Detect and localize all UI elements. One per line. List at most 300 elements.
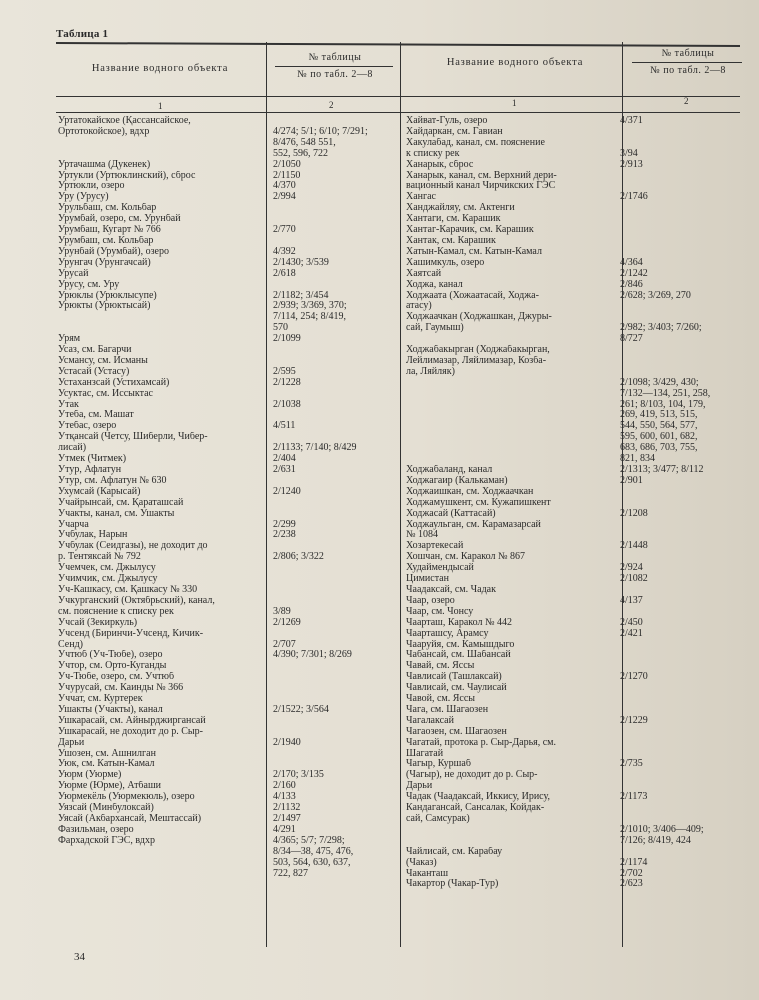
table-reference: 2/1099: [273, 333, 301, 345]
col-number-3: 1: [512, 98, 517, 108]
index-entry-line: [58, 247, 398, 258]
index-entry-line: [406, 759, 746, 770]
water-body-name: Хайват-Гуль, озеро: [406, 116, 488, 126]
water-body-name: Урюклы (Урюклысупе): [58, 290, 157, 301]
water-body-name: Утмек (Читмек): [58, 454, 127, 465]
water-body-name: Ухумсай (Карысай): [58, 486, 141, 497]
index-entry-line: [406, 869, 746, 880]
water-body-name: Чавлисай (Ташлаксай): [406, 672, 502, 683]
table-reference: 2/939; 3/369, 370;: [273, 300, 347, 312]
colnum-bottom-rule: [56, 112, 740, 113]
right-header-table-no: № таблицы: [661, 48, 715, 59]
table-reference: 2/1269: [273, 616, 301, 628]
table-reference: 2/846: [620, 278, 643, 290]
index-entry-line: [58, 367, 398, 378]
water-body-name: Сенд): [58, 639, 83, 650]
index-entry-line: [58, 258, 398, 269]
right-header-subrule: [632, 62, 742, 63]
index-entry-line: [406, 781, 746, 792]
water-body-name: Чайлисай, см. Карабау: [406, 846, 503, 857]
table-reference: 2/450: [620, 616, 643, 628]
index-entry-line: [58, 138, 398, 149]
index-entry-line: [406, 443, 746, 454]
table-reference: 4/291: [273, 823, 296, 835]
water-body-name: Урумбаш, Кугарт № 766: [58, 225, 161, 236]
divider-center: [400, 42, 401, 947]
index-entry-line: [406, 291, 746, 302]
index-entry-line: [406, 803, 746, 814]
index-entry-line: [406, 116, 746, 127]
water-body-name: Уясай (Акбархансай, Мештассай): [58, 814, 202, 824]
right-header-tab-no: № по табл. 2—8: [650, 65, 726, 76]
table-reference: 2/1098; 3/429, 430;: [620, 376, 699, 388]
water-body-name: Ходжа, канал: [406, 279, 463, 290]
table-reference: 3/94: [620, 147, 638, 159]
water-body-name: Усаз, см. Багарчи: [58, 345, 132, 356]
water-body-name: Чага, см. Шагаозен: [406, 704, 489, 715]
water-body-name: Уязсай (Минбулоксай): [58, 803, 154, 814]
water-body-name: Урюкты (Урюктысай): [58, 301, 151, 312]
table-reference: 2/1229: [620, 714, 648, 726]
index-entry-line: [406, 334, 746, 345]
index-entry-line: [406, 672, 746, 683]
water-body-name: Хаятсай: [406, 268, 442, 279]
index-entry-line: [406, 171, 746, 182]
index-entry-line: [58, 672, 398, 683]
water-body-name: Уртатокайское (Қассансайское,: [58, 116, 191, 126]
water-body-name: Хатын-Камал, см. Катын-Камал: [406, 246, 542, 257]
index-entry-line: [58, 160, 398, 171]
index-entry-line: [58, 530, 398, 541]
water-body-name: Цимистан: [406, 574, 449, 585]
index-entry-line: [58, 770, 398, 781]
water-body-name: Хакулабад, канал, см. пояснение: [406, 137, 545, 148]
index-entry-line: [406, 149, 746, 160]
index-entry-line: [58, 814, 398, 825]
table-reference: 2/160: [273, 780, 296, 792]
table-reference: 4/364: [620, 256, 643, 268]
table-reference: 503, 564, 630, 637,: [273, 856, 351, 868]
water-body-name: Хозартекесай: [406, 541, 464, 552]
water-body-name: Устасай (Устасу): [58, 366, 130, 377]
water-body-name: Уюрмекёль (Уюрмекюль), озеро: [58, 792, 195, 803]
water-body-name: Учбулак, Нарын: [58, 530, 128, 541]
table-reference: 4/133: [273, 791, 296, 803]
index-entry-line: [406, 203, 746, 214]
index-entry-line: [58, 181, 398, 192]
table-reference: 2/618: [273, 267, 296, 279]
table-reference: 261; 8/103, 104, 179,: [620, 398, 706, 410]
table-reference: 2/707: [273, 638, 296, 650]
water-body-name: Уюрме (Юрме), Атбаши: [58, 781, 162, 792]
water-body-name: Чадак (Чаадаксай, Иккису, Ирису,: [406, 792, 550, 803]
water-body-name: № 1084: [406, 530, 439, 541]
table-reference: 2/735: [620, 758, 643, 770]
water-body-name: Ходжаишкан, см. Ходжаачкан: [406, 486, 534, 497]
table-reference: 2/702: [620, 867, 643, 879]
table-reference: 544, 550, 564, 577,: [620, 420, 698, 432]
table-reference: 2/1940: [273, 736, 301, 748]
table-reference: 2/1010; 3/406—409;: [620, 823, 704, 835]
index-entry-line: [58, 792, 398, 803]
left-header-subrule: [275, 66, 393, 67]
water-body-name: Хантаг-Карачик, см. Карашик: [406, 225, 534, 236]
table-reference: 2/299: [273, 518, 296, 530]
water-body-name: Кандагансай, Сансалак, Койдак-: [406, 803, 545, 814]
water-body-name: Уч-Кашкасу, см. Қашкасу № 330: [58, 584, 198, 595]
index-entry-line: [58, 520, 398, 531]
table-reference: 2/901: [620, 474, 643, 486]
index-entry-line: [406, 727, 746, 738]
water-body-name: Учайрынсай, см. Қараташсай: [58, 497, 184, 508]
index-entry-line: [406, 792, 746, 803]
index-entry-line: [406, 552, 746, 563]
table-reference: 2/1228: [273, 376, 301, 388]
table-reference: 2/1522; 3/564: [273, 703, 329, 715]
index-entry-line: [58, 803, 398, 814]
table-reference: 4/365; 5/7; 7/298;: [273, 834, 345, 846]
index-entry-line: [58, 738, 398, 749]
water-body-name: Ходжасай (Каттасай): [406, 508, 496, 519]
water-body-name: Уюрм (Уюрме): [58, 770, 122, 781]
index-entry-line: [406, 661, 746, 672]
water-body-name: Уч-Тюбе, озеро, см. Учтюб: [58, 672, 175, 683]
water-body-name: (Чаказ): [406, 857, 437, 868]
col-number-4: 2: [684, 96, 689, 106]
water-body-name: Ходжабакырган (Ходжабакырган,: [406, 345, 550, 356]
index-entry-line: [406, 192, 746, 203]
index-entry-line: [406, 181, 746, 192]
index-entry-line: [406, 127, 746, 138]
water-body-name: Учтор, см. Орто-Куганды: [58, 661, 167, 672]
index-entry-line: [58, 607, 398, 618]
index-entry-line: [58, 312, 398, 323]
index-entry-line: [406, 749, 746, 760]
index-entry-line: [58, 716, 398, 727]
index-entry-line: [406, 596, 746, 607]
water-body-name: Фазильман, озеро: [58, 824, 134, 835]
table-reference: 2/1208: [620, 507, 648, 519]
index-entry-line: [58, 171, 398, 182]
table-label: Таблица 1: [56, 28, 109, 40]
table-reference: 2/913: [620, 158, 643, 170]
water-body-name: Урумбаш, см. Кольбар: [58, 235, 154, 246]
water-body-name: Урусу, см. Уру: [58, 279, 120, 290]
water-body-name: Учакты, канал, см. Ушакты: [58, 508, 175, 519]
water-body-name: Утеба, см. Машат: [58, 410, 134, 421]
water-body-name: Учсай (Зекиркуль): [58, 617, 138, 628]
index-entry-line: [406, 738, 746, 749]
index-entry-line: [58, 552, 398, 563]
table-reference: 8/476, 548 551,: [273, 136, 336, 148]
water-body-name: Чаар, озеро: [406, 595, 455, 606]
water-body-name: Учемчек, см. Джылусу: [58, 563, 156, 574]
index-entry-line: [406, 683, 746, 694]
water-body-name: Чагалаксай: [406, 715, 454, 726]
table-reference: 4/511: [273, 420, 296, 432]
index-entry-line: [406, 476, 746, 487]
table-reference: 2/1182; 3/454: [273, 289, 329, 301]
index-entry-line: [406, 269, 746, 280]
water-body-name: Хангас: [406, 192, 436, 203]
water-body-name: р. Тентяксай № 792: [58, 552, 141, 563]
water-body-name: Чаарташ, Каракол № 442: [406, 617, 513, 628]
left-header-name: Название водного объекта: [91, 63, 229, 74]
water-body-name: Фархадской ГЭС, вдхр: [58, 835, 155, 846]
index-entry-line: [406, 520, 746, 531]
water-body-name: атасу): [406, 301, 432, 312]
water-body-name: Ходжагаир (Калькаман): [406, 475, 508, 486]
col-number-2: 2: [329, 100, 334, 110]
water-body-name: Чагаозен, см. Шагаозен: [406, 726, 507, 737]
table-reference: 4/390; 7/301; 8/269: [273, 649, 352, 661]
table-reference: 2/1132: [273, 802, 301, 814]
water-body-name: см. пояснение к списку рек: [58, 606, 174, 617]
index-entry-line: [58, 280, 398, 291]
index-entry-line: [406, 650, 746, 661]
index-entry-line: [406, 323, 746, 334]
index-entry-line: [406, 498, 746, 509]
table-reference: 4/392: [273, 245, 296, 257]
water-body-name: Ханарык, канал, см. Верхний дери-: [406, 170, 557, 181]
index-entry-line: [58, 203, 398, 214]
water-body-name: Чабансай, см. Шабансай: [406, 650, 511, 661]
water-body-name: Ушозен, см. Ашнилган: [58, 748, 156, 759]
water-body-name: Чавай, см. Яссы: [406, 661, 475, 672]
table-reference: 4/137: [620, 594, 643, 606]
water-body-name: Ходжаульган, см. Карамазарсай: [406, 519, 541, 530]
water-body-name: лисай): [58, 443, 87, 454]
index-entry-line: [406, 345, 746, 356]
index-entry-line: [406, 530, 746, 541]
index-entry-line: [406, 716, 746, 727]
water-body-name: Утур, см. Афлатун № 630: [58, 475, 167, 486]
water-body-name: к списку рек: [406, 148, 460, 159]
water-body-name: Уртукли (Уртюклинский), сброс: [58, 170, 196, 181]
index-entry-line: [58, 759, 398, 770]
water-body-name: Хантак, см. Карашик: [406, 235, 496, 246]
index-entry-line: [406, 214, 746, 225]
water-body-name: Утур, Афлатун: [58, 465, 122, 475]
index-entry-line: [58, 596, 398, 607]
table-reference: 2/1133; 7/140; 8/429: [273, 442, 357, 454]
index-entry-line: [58, 454, 398, 465]
index-entry-line: [406, 389, 746, 400]
table-reference: 722, 827: [273, 867, 308, 879]
water-body-name: Чаадаксай, см. Чадак: [406, 584, 496, 595]
water-body-name: (Чагыр), не доходит до р. Сыр-: [406, 770, 538, 781]
water-body-name: Утак: [58, 399, 79, 410]
water-body-name: Устаханзсай (Устихамсай): [58, 377, 170, 388]
water-body-name: Учсенд (Биринчи-Учсенд, Кичик-: [58, 628, 204, 639]
water-body-name: Урунбай (Урумбай), озеро: [58, 246, 169, 257]
water-body-name: Ушкарасай, не доходит до р. Сыр-: [58, 726, 203, 737]
table-reference: 2/924: [620, 562, 643, 574]
water-body-name: Уртачашма (Дукенек): [58, 159, 151, 170]
index-entry-line: [406, 225, 746, 236]
index-entry-line: [58, 389, 398, 400]
index-entry-line: [58, 236, 398, 247]
water-body-name: Хантаги, см. Карашик: [406, 214, 501, 225]
water-body-name: Чаканташ: [406, 868, 449, 879]
water-body-name: Хайдаркан, см. Гавиан: [406, 126, 503, 137]
water-body-name: Урумбай, озеро, см. Урунбай: [58, 214, 181, 225]
index-entry-line: [58, 618, 398, 629]
index-entry-line: [406, 585, 746, 596]
table-reference: 570: [273, 322, 288, 334]
table-reference: 552, 596, 722: [273, 147, 328, 159]
water-body-name: Лейлимазар, Ляйлимазар, Козба-: [406, 355, 547, 366]
water-body-name: Учимчик, см. Джылусу: [58, 574, 158, 585]
index-entry-line: [58, 356, 398, 367]
water-body-name: Ортотокойское), вдхр: [58, 126, 150, 137]
index-entry-line: [58, 749, 398, 760]
header-bottom-rule: [56, 96, 740, 97]
table-reference: 2/1038: [273, 398, 301, 410]
index-entry-line: [58, 563, 398, 574]
index-entry-line: [406, 879, 746, 890]
water-body-name: Уртюкли, озеро: [58, 181, 125, 192]
water-body-name: Урунгач (Урунгачсай): [58, 257, 151, 268]
index-entry-line: [58, 291, 398, 302]
index-entry-line: [406, 629, 746, 640]
index-entry-line: [406, 825, 746, 836]
index-entry-line: [58, 192, 398, 203]
index-entry-line: [58, 127, 398, 138]
water-body-name: сай, Самсурак): [406, 814, 470, 824]
table-reference: 595, 600, 601, 682,: [620, 431, 698, 443]
index-entry-line: [58, 727, 398, 738]
index-entry-line: [58, 149, 398, 160]
water-body-name: Урусай: [58, 268, 89, 279]
table-reference: 4/370: [273, 180, 296, 192]
table-reference: 3/89: [273, 605, 291, 617]
index-entry-line: [58, 487, 398, 498]
left-column: [58, 116, 398, 879]
index-entry-line: [58, 400, 398, 411]
left-header-tab-no: № по табл. 2—8: [297, 69, 373, 80]
index-entry-line: [58, 650, 398, 661]
table-reference: 2/982; 3/403; 7/260;: [620, 322, 702, 334]
index-entry-line: [58, 410, 398, 421]
water-body-name: Уччат, см. Куртерек: [58, 694, 143, 705]
page-number: 34: [74, 951, 85, 963]
water-body-name: Чаар, см. Чонсу: [406, 606, 474, 617]
water-body-name: Худаймендысай: [406, 563, 474, 574]
index-entry-line: [58, 421, 398, 432]
index-entry-line: [406, 694, 746, 705]
index-entry-line: [406, 847, 746, 858]
table-reference: 2/1174: [620, 856, 648, 868]
table-reference: 2/421: [620, 627, 643, 639]
water-body-name: Урульбаш, см. Кольбар: [58, 203, 157, 214]
water-body-name: Чагатай, протока р. Сыр-Дарья, см.: [406, 737, 557, 748]
index-entry-line: [58, 869, 398, 880]
index-entry-line: [58, 661, 398, 672]
index-entry-line: [406, 301, 746, 312]
water-body-name: Учбулак (Сеидгазы), не доходит до: [58, 541, 208, 552]
index-entry-line: [58, 629, 398, 640]
table-reference: 2/1448: [620, 540, 648, 552]
water-body-name: вационный канал Чирчикских ГЭС: [406, 181, 556, 192]
table-reference: 2/806; 3/322: [273, 551, 324, 563]
water-body-name: Утқансай (Четсу, Шиберли, Чибер-: [58, 432, 208, 443]
index-entry-line: [406, 356, 746, 367]
table-reference: 269, 419, 513, 515,: [620, 409, 698, 421]
table-reference: 2/1270: [620, 671, 648, 683]
water-body-name: Ханджайляу, см. Актенги: [406, 203, 515, 214]
index-entry-line: [58, 269, 398, 280]
index-entry-line: [58, 705, 398, 716]
table-reference: 2/404: [273, 453, 296, 465]
table-reference: 2/631: [273, 464, 296, 475]
table-reference: 2/770: [273, 224, 296, 236]
index-entry-line: [58, 683, 398, 694]
table-reference: 2/1173: [620, 791, 648, 803]
index-entry-line: [406, 509, 746, 520]
table-reference: 683, 686, 703, 755,: [620, 442, 698, 454]
col-number-1: 1: [158, 101, 163, 111]
water-body-name: Чавой, см. Яссы: [406, 694, 475, 705]
table-reference: 4/371: [620, 115, 643, 126]
water-body-name: Утебас, озеро: [58, 421, 117, 432]
index-entry-line: [406, 138, 746, 149]
index-entry-line: [406, 160, 746, 171]
water-body-name: Ходжамушкент, см. Кужапишкент: [406, 497, 551, 508]
water-body-name: Учкурганский (Октябрьский), канал,: [58, 595, 215, 606]
water-body-name: Чагыр, Куршаб: [406, 759, 471, 770]
index-entry-line: [58, 509, 398, 520]
right-header-name: Название водного объекта: [446, 57, 584, 68]
table-reference: 2/1313; 3/477; 8/112: [620, 464, 704, 475]
index-entry-line: [406, 705, 746, 716]
table-reference: 7/126; 8/419, 424: [620, 834, 691, 846]
table-reference: 2/238: [273, 529, 296, 541]
water-body-name: сай, Гаумыш): [406, 323, 464, 334]
water-body-name: Чааруйя, см. Камышдыго: [406, 639, 515, 650]
index-entry-line: [58, 378, 398, 389]
table-reference: 7/132—134, 251, 258,: [620, 387, 711, 399]
left-header-table-no: № таблицы: [308, 52, 362, 63]
index-entry-line: [406, 574, 746, 585]
table-reference: 2/1150: [273, 169, 301, 181]
index-entry-line: [406, 247, 746, 258]
index-entry-line: [58, 585, 398, 596]
water-body-name: Учурусай, см. Каинды № 366: [58, 683, 184, 694]
index-entry-line: [58, 443, 398, 454]
water-body-name: Дарьи: [406, 781, 433, 792]
table-reference: 2/1082: [620, 573, 648, 585]
table-reference: 2/628; 3/269, 270: [620, 289, 691, 301]
water-body-name: Чаарташсу, Арамсу: [406, 628, 489, 639]
table-reference: 2/1242: [620, 267, 648, 279]
table-reference: 2/623: [620, 878, 643, 890]
index-entry-line: [406, 258, 746, 269]
water-body-name: Хашимкуль, озеро: [406, 257, 485, 268]
table-reference: 2/1746: [620, 191, 648, 203]
water-body-name: Ходжаачкан (Ходжашкан, Джуры-: [406, 312, 552, 323]
index-entry-line: [406, 618, 746, 629]
water-body-name: Хошчан, см. Каракол № 867: [406, 552, 526, 563]
table-reference: 7/114, 254; 8/419,: [273, 311, 346, 323]
water-body-name: Ушакты (Учакты), канал: [58, 704, 163, 715]
index-entry-line: [406, 858, 746, 869]
water-body-name: Чавлисай, см. Чаулисай: [406, 683, 507, 694]
index-entry-line: [406, 236, 746, 247]
water-body-name: Ханарык, сброс: [406, 159, 474, 170]
index-entry-line: [58, 465, 398, 476]
table-reference: 2/170; 3/135: [273, 769, 324, 781]
